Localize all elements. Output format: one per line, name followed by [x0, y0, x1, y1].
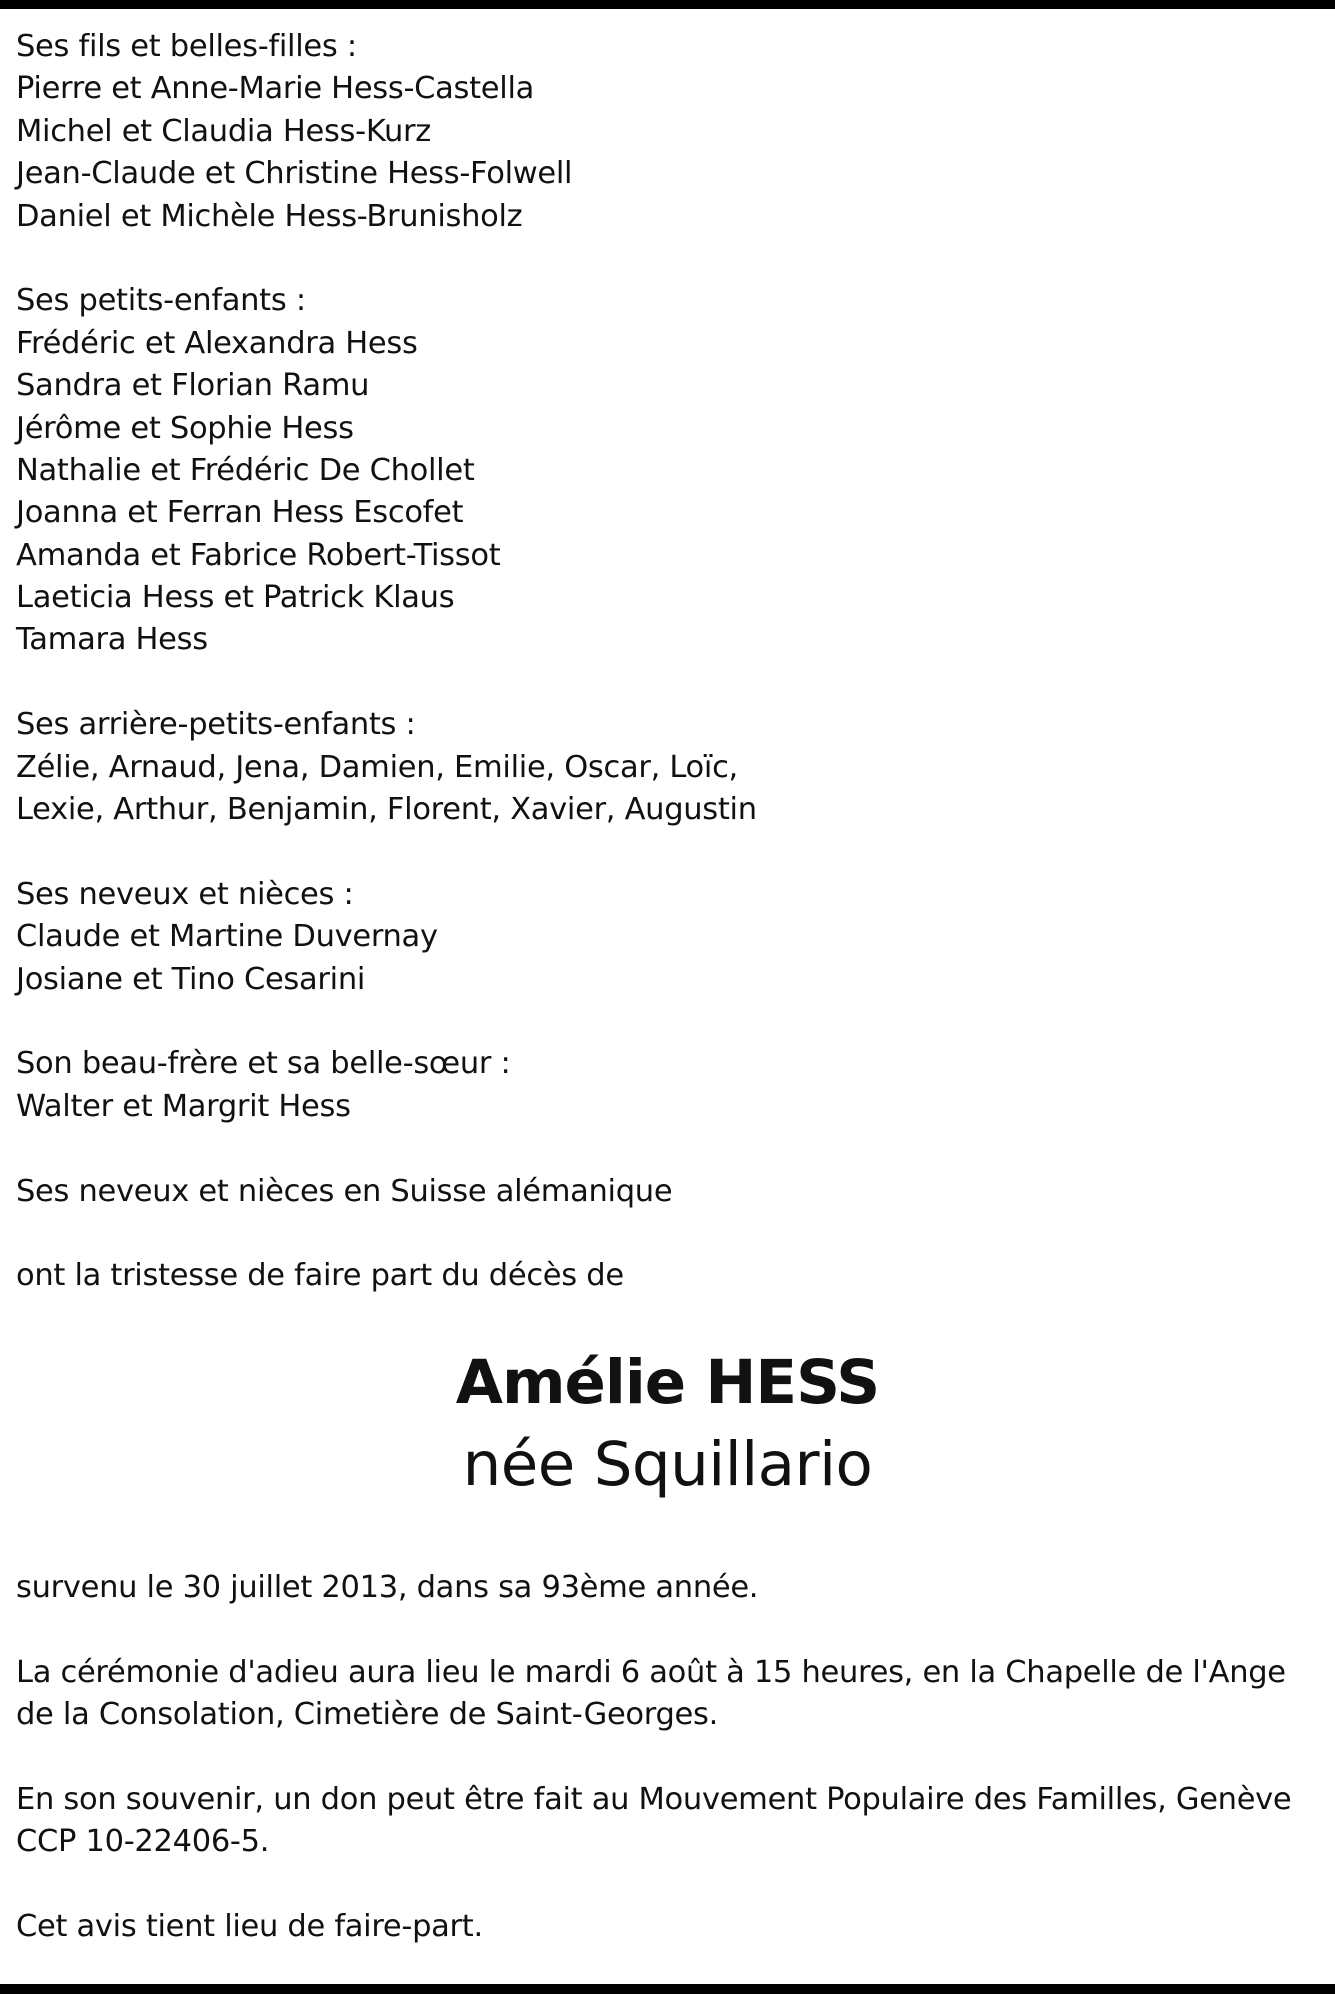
list-item: Tamara Hess — [16, 622, 208, 658]
ceremony-line-2: de la Consolation, Cimetière de Saint-Georges. — [16, 1697, 718, 1733]
spacer — [16, 1001, 1321, 1043]
spacer — [16, 662, 1321, 704]
top-border-rule — [0, 0, 1335, 9]
list-item: Claude et Martine Duvernay — [16, 919, 438, 955]
bottom-border-rule — [0, 1984, 1335, 1994]
section-heading-great-grandchildren: Ses arrière-petits-enfants : — [16, 707, 416, 743]
spacer — [16, 1128, 1321, 1170]
spacer — [16, 1864, 1326, 1906]
spacer — [16, 1213, 1321, 1255]
section-heading-sons: Ses fils et belles-filles : — [16, 29, 357, 64]
announcement-line: ont la tristesse de faire part du décès de — [16, 1258, 624, 1294]
donation-line-2: CCP 10-22406-5. — [16, 1824, 270, 1860]
list-item: Zélie, Arnaud, Jena, Damien, Emilie, Oscar, Loïc, — [16, 749, 738, 785]
section-heading-nephews: Ses neveux et nièces : — [16, 876, 354, 912]
ceremony-line-1: La cérémonie d'adieu aura lieu le mardi 6 août à 15 heures, en la Chapelle de l'Ange — [16, 1654, 1286, 1690]
list-item: Laeticia Hess et Patrick Klaus — [16, 580, 455, 616]
list-item: Nathalie et Frédéric De Chollet — [16, 452, 475, 488]
death-date-line: survenu le 30 juillet 2013, dans sa 93ème année. — [16, 1570, 759, 1605]
deceased-name: Amélie HESS — [455, 1347, 880, 1418]
deceased-maiden-name: née Squillario — [462, 1429, 873, 1500]
spacer — [16, 1609, 1326, 1651]
list-item: Joanna et Ferran Hess Escofet — [16, 495, 464, 531]
details-block — [16, 1567, 1326, 1949]
section-heading-in-laws: Son beau-frère et sa belle-sœur : — [16, 1046, 511, 1082]
spacer — [16, 1737, 1326, 1779]
list-item: Jean-Claude et Christine Hess-Folwell — [16, 156, 573, 192]
closing-line: Cet avis tient lieu de faire-part. — [16, 1909, 483, 1945]
list-item: Walter et Margrit Hess — [16, 1088, 351, 1124]
section-heading-grandchildren: Ses petits-enfants : — [16, 283, 306, 319]
list-item: Jérôme et Sophie Hess — [16, 410, 354, 446]
family-list — [16, 26, 1321, 1298]
list-item: Daniel et Michèle Hess-Brunisholz — [16, 198, 523, 234]
swiss-relatives-line: Ses neveux et nièces en Suisse alémanique — [16, 1173, 673, 1209]
list-item: Josiane et Tino Cesarini — [16, 961, 366, 997]
list-item: Sandra et Florian Ramu — [16, 368, 370, 404]
spacer — [16, 238, 1321, 280]
donation-line-1: En son souvenir, un don peut être fait au Mouvement Populaire des Familles, Genève — [16, 1781, 1292, 1817]
list-item: Amanda et Fabrice Robert-Tissot — [16, 537, 501, 573]
list-item: Pierre et Anne-Marie Hess-Castella — [16, 71, 535, 107]
list-item: Michel et Claudia Hess-Kurz — [16, 113, 431, 149]
deceased-name-block — [0, 1342, 1335, 1506]
spacer — [16, 831, 1321, 873]
list-item: Frédéric et Alexandra Hess — [16, 325, 418, 361]
list-item: Lexie, Arthur, Benjamin, Florent, Xavier, Augustin — [16, 792, 757, 828]
